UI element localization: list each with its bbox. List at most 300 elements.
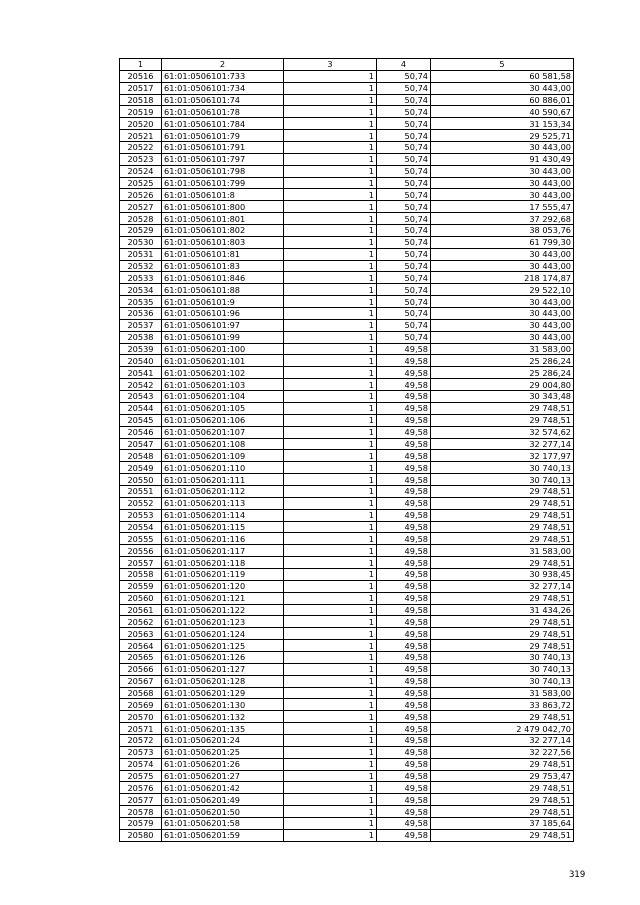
cell-col3: 1 <box>284 248 377 260</box>
cell-col3: 1 <box>284 201 377 213</box>
table-row <box>120 70 574 82</box>
cell-col3: 1 <box>284 189 377 201</box>
cell-col3: 1 <box>284 628 377 640</box>
row-number: 20541 <box>120 367 162 379</box>
table-row <box>120 758 574 770</box>
row-number: 20557 <box>120 557 162 569</box>
table-row <box>120 580 574 592</box>
cadastral-number: 61:01:0506101:81 <box>162 248 284 260</box>
table-row <box>120 130 574 142</box>
row-number: 20560 <box>120 592 162 604</box>
cell-value: 31 434,26 <box>431 604 574 616</box>
table-row <box>120 699 574 711</box>
row-number: 20545 <box>120 414 162 426</box>
cell-col4: 49,58 <box>377 379 431 391</box>
cell-col4: 49,58 <box>377 734 431 746</box>
cell-value: 60 886,01 <box>431 94 574 106</box>
cell-value: 31 153,34 <box>431 118 574 130</box>
cadastral-number: 61:01:0506201:118 <box>162 557 284 569</box>
table-row <box>120 236 574 248</box>
cell-value: 29 748,51 <box>431 592 574 604</box>
table-row <box>120 592 574 604</box>
table-row <box>120 711 574 723</box>
cadastral-number: 61:01:0506201:129 <box>162 687 284 699</box>
cell-col3: 1 <box>284 438 377 450</box>
cell-value: 32 574,62 <box>431 426 574 438</box>
table-row <box>120 746 574 758</box>
cadastral-number: 61:01:0506101:797 <box>162 153 284 165</box>
cell-col4: 49,58 <box>377 746 431 758</box>
row-number: 20573 <box>120 746 162 758</box>
table-row <box>120 213 574 225</box>
table-row <box>120 545 574 557</box>
cell-value: 31 583,00 <box>431 343 574 355</box>
cell-value: 29 522,10 <box>431 284 574 296</box>
cell-col4: 49,58 <box>377 557 431 569</box>
cell-col3: 1 <box>284 829 377 841</box>
row-number: 20564 <box>120 640 162 652</box>
cell-col4: 49,58 <box>377 474 431 486</box>
table-row <box>120 391 574 403</box>
cell-value: 30 443,00 <box>431 296 574 308</box>
cadastral-number: 61:01:0506201:112 <box>162 485 284 497</box>
cell-col4: 49,58 <box>377 592 431 604</box>
table-row <box>120 201 574 213</box>
cadastral-number: 61:01:0506101:96 <box>162 308 284 320</box>
cell-value: 30 740,13 <box>431 651 574 663</box>
row-number: 20517 <box>120 82 162 94</box>
row-number: 20548 <box>120 450 162 462</box>
cell-value: 30 443,00 <box>431 308 574 320</box>
row-number: 20549 <box>120 462 162 474</box>
table-row <box>120 165 574 177</box>
cell-col4: 49,58 <box>377 675 431 687</box>
cadastral-number: 61:01:0506201:59 <box>162 829 284 841</box>
cell-col4: 50,74 <box>377 201 431 213</box>
cell-value: 32 277,14 <box>431 734 574 746</box>
cell-value: 29 748,51 <box>431 782 574 794</box>
cell-col4: 50,74 <box>377 142 431 154</box>
row-number: 20563 <box>120 628 162 640</box>
cell-value: 29 748,51 <box>431 794 574 806</box>
table-row <box>120 474 574 486</box>
cell-col3: 1 <box>284 616 377 628</box>
table-row <box>120 628 574 640</box>
cadastral-number: 61:01:0506101:801 <box>162 213 284 225</box>
cadastral-number: 61:01:0506201:109 <box>162 450 284 462</box>
cadastral-number: 61:01:0506201:125 <box>162 640 284 652</box>
row-number: 20522 <box>120 142 162 154</box>
column-header: 4 <box>377 59 431 71</box>
cell-col3: 1 <box>284 130 377 142</box>
cell-col3: 1 <box>284 82 377 94</box>
cell-col3: 1 <box>284 260 377 272</box>
cell-col3: 1 <box>284 746 377 758</box>
table-header-row <box>120 59 574 71</box>
cell-value: 30 938,45 <box>431 568 574 580</box>
cadastral-number: 61:01:0506201:132 <box>162 711 284 723</box>
cell-col4: 49,58 <box>377 450 431 462</box>
cell-value: 29 748,51 <box>431 806 574 818</box>
row-number: 20532 <box>120 260 162 272</box>
table-row <box>120 82 574 94</box>
row-number: 20546 <box>120 426 162 438</box>
cell-col4: 49,58 <box>377 580 431 592</box>
cadastral-number: 61:01:0506101:8 <box>162 189 284 201</box>
table-row <box>120 829 574 841</box>
cell-value: 91 430,49 <box>431 153 574 165</box>
cadastral-number: 61:01:0506101:734 <box>162 82 284 94</box>
table-row <box>120 331 574 343</box>
cell-col4: 49,58 <box>377 545 431 557</box>
cell-col4: 50,74 <box>377 189 431 201</box>
row-number: 20578 <box>120 806 162 818</box>
cadastral-number: 61:01:0506201:120 <box>162 580 284 592</box>
cell-value: 30 443,00 <box>431 82 574 94</box>
cell-col3: 1 <box>284 497 377 509</box>
table-row <box>120 106 574 118</box>
row-number: 20558 <box>120 568 162 580</box>
cell-col3: 1 <box>284 391 377 403</box>
table-row <box>120 604 574 616</box>
cadastral-number: 61:01:0506201:123 <box>162 616 284 628</box>
cell-col4: 50,74 <box>377 94 431 106</box>
row-number: 20579 <box>120 818 162 830</box>
table-row <box>120 426 574 438</box>
table-row <box>120 794 574 806</box>
row-number: 20544 <box>120 402 162 414</box>
cadastral-number: 61:01:0506201:117 <box>162 545 284 557</box>
cell-value: 29 525,71 <box>431 130 574 142</box>
cell-col4: 49,58 <box>377 687 431 699</box>
row-number: 20567 <box>120 675 162 687</box>
cell-col3: 1 <box>284 557 377 569</box>
cell-col4: 49,58 <box>377 604 431 616</box>
cell-col3: 1 <box>284 402 377 414</box>
table-row <box>120 225 574 237</box>
cadastral-number: 61:01:0506201:104 <box>162 391 284 403</box>
cell-col3: 1 <box>284 462 377 474</box>
table-row <box>120 462 574 474</box>
cadastral-number: 61:01:0506201:126 <box>162 651 284 663</box>
cell-col4: 50,74 <box>377 308 431 320</box>
row-number: 20531 <box>120 248 162 260</box>
cell-col4: 50,74 <box>377 272 431 284</box>
cell-value: 30 740,13 <box>431 663 574 675</box>
cell-col3: 1 <box>284 758 377 770</box>
cadastral-number: 61:01:0506201:121 <box>162 592 284 604</box>
cadastral-number: 61:01:0506201:105 <box>162 402 284 414</box>
cell-col3: 1 <box>284 284 377 296</box>
table-row <box>120 450 574 462</box>
table-row <box>120 260 574 272</box>
cell-value: 32 277,14 <box>431 580 574 592</box>
table-row <box>120 770 574 782</box>
cell-col3: 1 <box>284 521 377 533</box>
cell-value: 40 590,67 <box>431 106 574 118</box>
cell-col4: 49,58 <box>377 782 431 794</box>
cell-col3: 1 <box>284 592 377 604</box>
table-row <box>120 272 574 284</box>
cell-value: 2 479 042,70 <box>431 723 574 735</box>
cell-col3: 1 <box>284 355 377 367</box>
table-row <box>120 675 574 687</box>
row-number: 20575 <box>120 770 162 782</box>
cell-col3: 1 <box>284 106 377 118</box>
cell-col4: 49,58 <box>377 628 431 640</box>
cadastral-number: 61:01:0506201:24 <box>162 734 284 746</box>
row-number: 20562 <box>120 616 162 628</box>
table-row <box>120 723 574 735</box>
row-number: 20530 <box>120 236 162 248</box>
table-row <box>120 308 574 320</box>
cell-col4: 49,58 <box>377 711 431 723</box>
row-number: 20574 <box>120 758 162 770</box>
cadastral-number: 61:01:0506201:124 <box>162 628 284 640</box>
cell-value: 30 740,13 <box>431 462 574 474</box>
cell-value: 17 555,47 <box>431 201 574 213</box>
row-number: 20570 <box>120 711 162 723</box>
cell-col4: 49,58 <box>377 794 431 806</box>
cell-col3: 1 <box>284 165 377 177</box>
cadastral-number: 61:01:0506201:119 <box>162 568 284 580</box>
row-number: 20555 <box>120 533 162 545</box>
cell-col4: 49,58 <box>377 521 431 533</box>
row-number: 20576 <box>120 782 162 794</box>
table-row <box>120 402 574 414</box>
cell-col3: 1 <box>284 94 377 106</box>
cell-col4: 50,74 <box>377 225 431 237</box>
cell-col4: 49,58 <box>377 723 431 735</box>
cell-col3: 1 <box>284 675 377 687</box>
cell-value: 29 748,51 <box>431 414 574 426</box>
column-header: 5 <box>431 59 574 71</box>
table-row <box>120 806 574 818</box>
cell-value: 60 581,58 <box>431 70 574 82</box>
cell-value: 30 343,48 <box>431 391 574 403</box>
cell-col3: 1 <box>284 414 377 426</box>
cell-col4: 49,58 <box>377 699 431 711</box>
cell-col4: 50,74 <box>377 296 431 308</box>
row-number: 20540 <box>120 355 162 367</box>
table-row <box>120 497 574 509</box>
table-row <box>120 379 574 391</box>
table-row <box>120 355 574 367</box>
row-number: 20536 <box>120 308 162 320</box>
cadastral-number: 61:01:0506201:115 <box>162 521 284 533</box>
cadastral-number: 61:01:0506201:116 <box>162 533 284 545</box>
table-row <box>120 818 574 830</box>
cell-col4: 50,74 <box>377 213 431 225</box>
row-number: 20523 <box>120 153 162 165</box>
cadastral-number: 61:01:0506201:102 <box>162 367 284 379</box>
cell-col4: 49,58 <box>377 533 431 545</box>
cell-value: 30 443,00 <box>431 248 574 260</box>
cell-value: 61 799,30 <box>431 236 574 248</box>
row-number: 20526 <box>120 189 162 201</box>
cell-value: 32 277,14 <box>431 438 574 450</box>
table-row <box>120 343 574 355</box>
cell-value: 29 748,51 <box>431 485 574 497</box>
cadastral-number: 61:01:0506201:25 <box>162 746 284 758</box>
cell-col4: 50,74 <box>377 106 431 118</box>
cell-value: 29 748,51 <box>431 616 574 628</box>
table-body <box>120 70 574 841</box>
row-number: 20569 <box>120 699 162 711</box>
cell-col3: 1 <box>284 343 377 355</box>
cell-col3: 1 <box>284 699 377 711</box>
cell-value: 30 443,00 <box>431 331 574 343</box>
cell-col4: 49,58 <box>377 438 431 450</box>
cadastral-number: 61:01:0506101:97 <box>162 319 284 331</box>
cell-col4: 50,74 <box>377 177 431 189</box>
cell-col3: 1 <box>284 770 377 782</box>
cell-col3: 1 <box>284 474 377 486</box>
cell-col3: 1 <box>284 651 377 663</box>
table-row <box>120 284 574 296</box>
column-header: 2 <box>162 59 284 71</box>
table-row <box>120 521 574 533</box>
row-number: 20539 <box>120 343 162 355</box>
cell-value: 29 748,51 <box>431 402 574 414</box>
cell-value: 29 748,51 <box>431 497 574 509</box>
table-row <box>120 296 574 308</box>
cell-col3: 1 <box>284 687 377 699</box>
cell-col4: 50,74 <box>377 118 431 130</box>
cell-col4: 49,58 <box>377 402 431 414</box>
cadastral-number: 61:01:0506101:88 <box>162 284 284 296</box>
cell-value: 29 748,51 <box>431 533 574 545</box>
cell-col4: 49,58 <box>377 770 431 782</box>
cadastral-number: 61:01:0506101:74 <box>162 94 284 106</box>
cadastral-number: 61:01:0506201:128 <box>162 675 284 687</box>
cadastral-number: 61:01:0506101:78 <box>162 106 284 118</box>
cell-col3: 1 <box>284 379 377 391</box>
cell-col3: 1 <box>284 568 377 580</box>
cadastral-number: 61:01:0506201:49 <box>162 794 284 806</box>
cell-value: 29 748,51 <box>431 640 574 652</box>
cell-col3: 1 <box>284 580 377 592</box>
table-row <box>120 509 574 521</box>
cadastral-number: 61:01:0506101:800 <box>162 201 284 213</box>
cell-col4: 49,58 <box>377 343 431 355</box>
cadastral-number: 61:01:0506201:106 <box>162 414 284 426</box>
cell-col4: 49,58 <box>377 758 431 770</box>
row-number: 20528 <box>120 213 162 225</box>
table-row <box>120 533 574 545</box>
cell-value: 37 185,64 <box>431 818 574 830</box>
cell-col4: 49,58 <box>377 651 431 663</box>
cell-col4: 49,58 <box>377 426 431 438</box>
table-row <box>120 153 574 165</box>
cell-col4: 49,58 <box>377 497 431 509</box>
cell-value: 29 748,51 <box>431 557 574 569</box>
cell-value: 30 740,13 <box>431 675 574 687</box>
cell-value: 29 748,51 <box>431 711 574 723</box>
table-row <box>120 651 574 663</box>
cell-col3: 1 <box>284 426 377 438</box>
row-number: 20538 <box>120 331 162 343</box>
cadastral-number: 61:01:0506101:799 <box>162 177 284 189</box>
cell-col3: 1 <box>284 308 377 320</box>
cell-value: 32 227,56 <box>431 746 574 758</box>
cell-col3: 1 <box>284 331 377 343</box>
cell-col3: 1 <box>284 509 377 521</box>
cadastral-number: 61:01:0506101:802 <box>162 225 284 237</box>
table-row <box>120 640 574 652</box>
cell-col3: 1 <box>284 723 377 735</box>
cadastral-number: 61:01:0506201:111 <box>162 474 284 486</box>
cadastral-number: 61:01:0506201:50 <box>162 806 284 818</box>
cell-col3: 1 <box>284 640 377 652</box>
cell-col4: 50,74 <box>377 130 431 142</box>
cadastral-number: 61:01:0506101:79 <box>162 130 284 142</box>
row-number: 20552 <box>120 497 162 509</box>
cadastral-number: 61:01:0506201:127 <box>162 663 284 675</box>
cell-col3: 1 <box>284 177 377 189</box>
table-row <box>120 189 574 201</box>
cell-col3: 1 <box>284 236 377 248</box>
cell-col4: 50,74 <box>377 319 431 331</box>
table-row <box>120 568 574 580</box>
row-number: 20561 <box>120 604 162 616</box>
cell-value: 31 583,00 <box>431 545 574 557</box>
table-row <box>120 142 574 154</box>
cell-value: 30 443,00 <box>431 319 574 331</box>
row-number: 20566 <box>120 663 162 675</box>
row-number: 20519 <box>120 106 162 118</box>
row-number: 20537 <box>120 319 162 331</box>
row-number: 20556 <box>120 545 162 557</box>
cell-col4: 50,74 <box>377 284 431 296</box>
table-row <box>120 94 574 106</box>
table-row <box>120 557 574 569</box>
cadastral-number: 61:01:0506201:113 <box>162 497 284 509</box>
cadastral-number: 61:01:0506101:798 <box>162 165 284 177</box>
cell-col3: 1 <box>284 367 377 379</box>
cadastral-number: 61:01:0506201:135 <box>162 723 284 735</box>
cell-col3: 1 <box>284 142 377 154</box>
cell-col3: 1 <box>284 734 377 746</box>
cell-col3: 1 <box>284 794 377 806</box>
cell-value: 29 748,51 <box>431 829 574 841</box>
cell-col3: 1 <box>284 296 377 308</box>
cell-value: 29 748,51 <box>431 628 574 640</box>
cadastral-number: 61:01:0506101:733 <box>162 70 284 82</box>
table-row <box>120 177 574 189</box>
cell-col4: 49,58 <box>377 616 431 628</box>
row-number: 20554 <box>120 521 162 533</box>
cell-col4: 49,58 <box>377 806 431 818</box>
cell-value: 29 004,80 <box>431 379 574 391</box>
cell-col3: 1 <box>284 604 377 616</box>
cell-col4: 50,74 <box>377 82 431 94</box>
cadastral-number: 61:01:0506201:100 <box>162 343 284 355</box>
cell-col4: 49,58 <box>377 568 431 580</box>
row-number: 20542 <box>120 379 162 391</box>
cadastral-value-table <box>119 58 574 842</box>
row-number: 20520 <box>120 118 162 130</box>
cell-value: 29 748,51 <box>431 509 574 521</box>
row-number: 20572 <box>120 734 162 746</box>
cell-value: 30 443,00 <box>431 189 574 201</box>
table-row <box>120 734 574 746</box>
cell-col3: 1 <box>284 118 377 130</box>
cell-value: 218 174,87 <box>431 272 574 284</box>
cell-col3: 1 <box>284 153 377 165</box>
cadastral-number: 61:01:0506201:108 <box>162 438 284 450</box>
row-number: 20553 <box>120 509 162 521</box>
